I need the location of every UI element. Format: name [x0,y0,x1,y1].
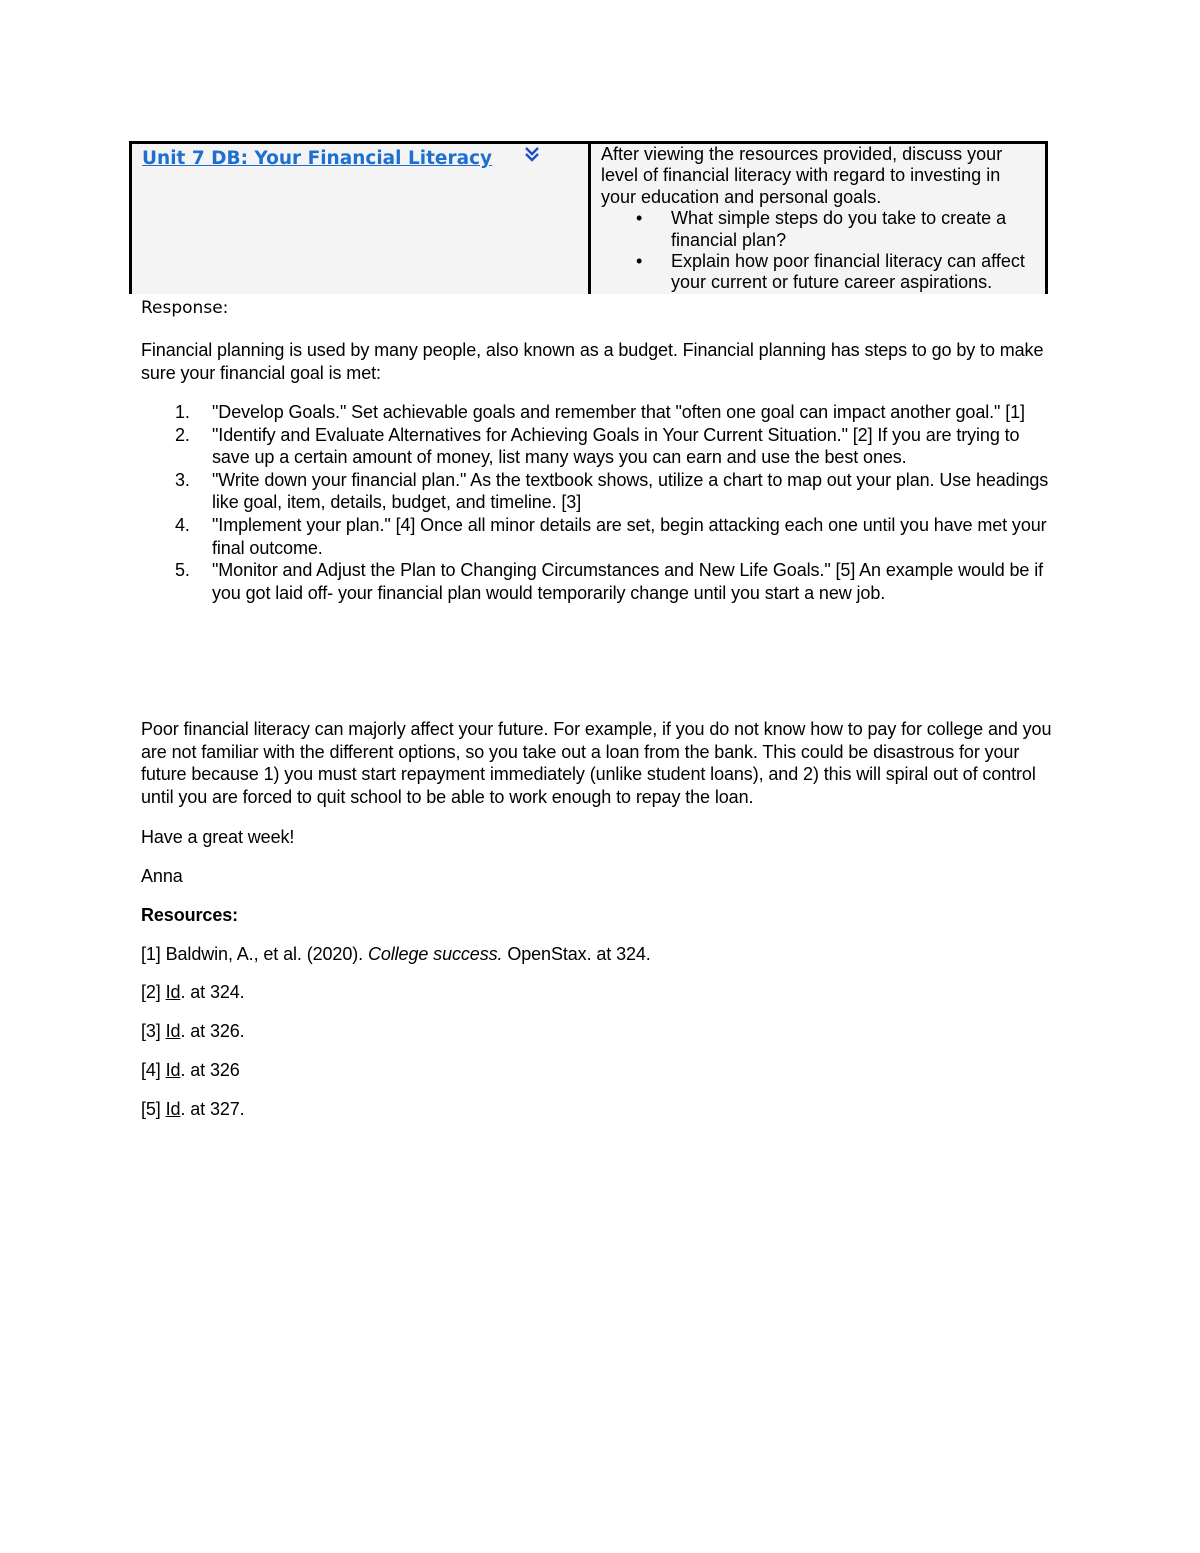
step-text: "Write down your financial plan." As the textbook shows, utilize a chart to map out your plan. Use headings like goal, item, details, budget, and timeline. [3] [212,469,1049,513]
reference-page: . at 327. [180,1099,245,1119]
list-item [141,514,1061,559]
prompt-bullet-list [601,208,1037,294]
reference-id: Id [165,982,181,1002]
list-item [141,559,1061,604]
reference-id: Id [165,1099,181,1119]
step-number: 3. [175,469,190,490]
reference-1-title: College success. [367,944,503,964]
prompt-bullet: • What simple steps do you take to create a financial plan? [671,208,1037,251]
step-number: 2. [175,424,190,445]
step-text: "Develop Goals." Set achievable goals and remember that "often one goal can impact another goal." [1] [212,402,1025,422]
reference-number: [4] [141,1060,161,1080]
reference-1-publisher: OpenStax. at 324. [507,944,651,964]
reference-number: [3] [141,1021,161,1041]
reference-2 [141,981,245,1004]
poor-literacy-paragraph: Poor financial literacy can majorly affect your future. For example, if you do not know how to pay for college and you are not familiar with the different options, so you take out a loan from the bank. This could be disastrous for your future because 1) you must start repayment immediately (unlike student loans), and 2) this will spiral out of control until you are forced to quit school to be able to work enough to repay the loan. [141,719,1052,807]
step-text: "Identify and Evaluate Alternatives for Achieving Goals in Your Current Situation." [2] If you are trying to save up a certain amount of money, list many ways you can earn and use the best ones. [212,424,1020,468]
reference-number: [2] [141,982,161,1002]
reference-page: . at 326 [180,1060,240,1080]
reference-number: [5] [141,1099,161,1119]
reference-1 [141,943,651,966]
reference-5 [141,1098,245,1121]
list-item [141,424,1061,469]
reference-4 [141,1059,240,1082]
closing-line: Have a great week! [141,827,295,847]
step-text: "Implement your plan." [4] Once all minor details are set, begin attacking each one until you have met your final outcome. [212,514,1047,558]
reference-page: . at 324. [180,982,245,1002]
response-intro-paragraph: Financial planning is used by many people, also known as a budget. Financial planning has steps to go by to make sure your financial goal is met: [141,340,1044,383]
double-chevron-down-icon[interactable] [524,144,540,164]
reference-id: Id [165,1021,181,1041]
step-number: 1. [175,402,190,422]
assignment-header-table [129,141,1048,294]
prompt-intro: After viewing the resources provided, discuss your level of financial literacy with regard to investing in your education and personal goals. [601,144,1003,207]
assignment-title-cell [132,144,591,294]
step-number: 5. [175,560,190,581]
list-item [141,401,1061,424]
reference-id: Id [165,1060,181,1080]
list-item [141,469,1061,514]
reference-3 [141,1020,245,1043]
financial-plan-steps-list [141,401,1061,604]
reference-1-authors: [1] Baldwin, A., et al. (2020). [141,944,364,964]
response-label: Response: [141,298,229,318]
reference-page: . at 326. [180,1021,245,1041]
signature: Anna [141,866,183,886]
prompt-bullet: • Explain how poor financial literacy can affect your current or future career aspirations. [671,251,1037,294]
resources-label: Resources: [141,905,239,925]
step-text: "Monitor and Adjust the Plan to Changing Circumstances and New Life Goals." [5] An example would be if you got laid off- your financial plan would temporarily change until you start a new job. [212,560,1044,603]
step-number: 4. [175,514,190,535]
assignment-title-link[interactable]: Unit 7 DB: Your Financial Literacy [142,148,493,169]
assignment-prompt-cell [591,144,1045,294]
